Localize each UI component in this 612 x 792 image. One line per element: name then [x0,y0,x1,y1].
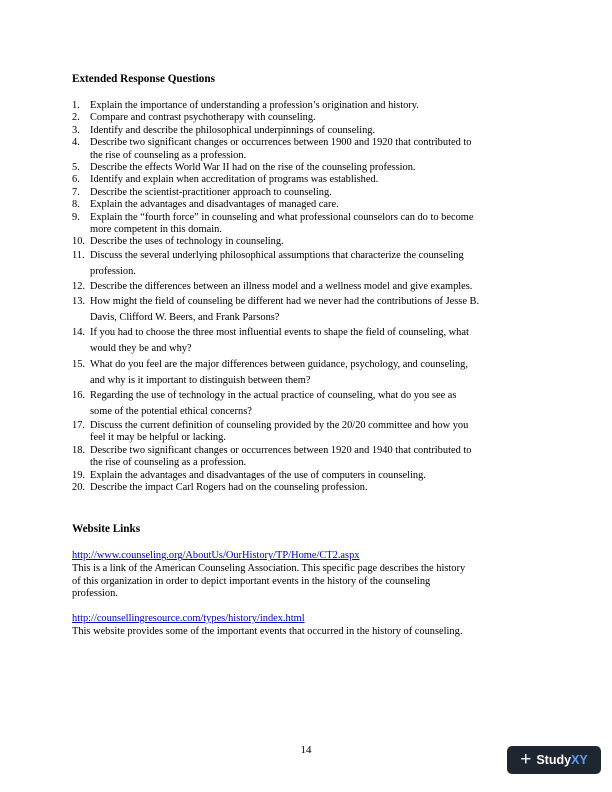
question-number: 8. [72,199,80,211]
question-text: Describe two significant changes or occurrences between 1920 and 1940 that contributed to [90,444,472,456]
question-text: Regarding the use of technology in the actual practice of counseling, what do you see as [90,389,457,401]
question-number: 1. [72,100,80,111]
question-text: Discuss the current definition of counseling provided by the 20/20 committee and how you [90,419,469,431]
question-number: 6. [72,174,80,186]
question-text: Explain the importance of understanding a profession’s origination and history. [90,100,419,111]
question-item [72,112,542,124]
question-number: 13. [72,296,85,308]
question-text-cont: would they be and why? [90,343,192,355]
question-item [72,137,542,162]
question-item [72,357,542,389]
question-text-cont: and why is it important to distinguish between them? [90,374,311,386]
plus-icon: + [520,748,532,770]
question-text-cont: the rise of counseling as a profession. [90,457,247,469]
question-item [72,294,542,326]
question-item [72,325,542,357]
question-number: 14. [72,327,85,339]
question-item [72,100,542,112]
link-description: of this organization in order to depict important events in the history of the counseling [72,575,431,587]
question-item [72,279,542,295]
question-number: 3. [72,124,80,136]
question-item [72,162,542,174]
question-text-cont: some of the potential ethical concerns? [90,405,252,417]
question-text: Describe the impact Carl Rogers had on the counseling profession. [90,481,368,493]
question-text: Explain the “fourth force” in counseling and what professional counselors can do to become [90,211,474,223]
website-links-heading: Website Links [72,523,141,536]
question-number: 2. [72,112,80,124]
question-text: Compare and contrast psychotherapy with counseling. [90,112,316,124]
question-number: 4. [72,137,80,149]
question-text-cont: feel it may be helpful or lacking. [90,432,226,444]
question-number: 16. [72,389,85,401]
question-text: Describe the effects World War II had on the rise of the counseling profession. [90,162,416,174]
question-number: 12. [72,281,85,293]
question-item [72,125,542,137]
question-item [72,248,542,280]
question-item [72,482,542,494]
question-number: 18. [72,444,85,456]
question-item [72,174,542,186]
questions-list [72,100,542,494]
question-text: Discuss the several underlying philosophical assumptions that characterize the counseling [90,249,464,261]
question-item [72,187,542,199]
question-item [72,420,542,445]
website-link-block [72,550,542,601]
question-number: 20. [72,481,85,493]
question-number: 5. [72,162,80,174]
question-text-cont: profession. [90,265,136,277]
studyxy-badge[interactable] [507,746,601,774]
question-text: Identify and describe the philosophical underpinnings of counseling. [90,124,376,136]
question-text: Explain the advantages and disadvantages of the use of computers in counseling. [90,469,426,481]
link-description: profession. [72,588,118,600]
question-number: 10. [72,236,85,248]
question-number: 11. [72,249,85,261]
question-text: What do you feel are the major differences between guidance, psychology, and counseling, [90,358,468,370]
question-text: Describe two significant changes or occurrences between 1900 and 1920 that contributed to [90,137,472,149]
question-number: 15. [72,358,85,370]
question-number: 9. [72,211,80,223]
question-text: If you had to choose the three most influential events to shape the field of counseling, what [90,327,469,339]
question-item [72,445,542,470]
question-text: Describe the scientist-practitioner approach to counseling. [90,186,332,198]
extended-response-heading: Extended Response Questions [72,73,215,85]
question-text-cont: more competent in this domain. [90,224,222,236]
website-link-block [72,613,542,638]
page-number: 14 [300,744,312,756]
website-link[interactable]: http://counsellingresource.com/types/history/index.html [72,613,305,625]
question-text: Describe the uses of technology in counseling. [90,236,284,248]
badge-text: Study [536,753,572,767]
link-description: This website provides some of the important events that occurred in the history of counseling. [72,625,463,637]
question-number: 7. [72,186,80,198]
question-text: Identify and explain when accreditation of programs was established. [90,174,379,186]
question-item [72,470,542,482]
question-number: 17. [72,419,85,431]
link-description: This is a link of the American Counseling Association. This specific page describes the history [72,563,466,575]
question-text: How might the field of counseling be different had we never had the contributions of Jesse B. [90,296,480,308]
question-item [72,199,542,211]
question-text: Explain the advantages and disadvantages of managed care. [90,199,339,211]
badge-text-accent: XY [571,753,588,767]
question-text: Describe the differences between an illness model and a wellness model and give examples. [90,281,473,293]
question-item [72,388,542,420]
website-link[interactable]: http://www.counseling.org/AboutUs/OurHistory/TP/Home/CT2.aspx [72,550,360,562]
question-number: 19. [72,469,85,481]
question-text-cont: Davis, Clifford W. Beers, and Frank Parsons? [90,312,280,324]
question-text-cont: the rise of counseling as a profession. [90,149,247,161]
content [72,64,542,639]
question-item [72,212,542,237]
